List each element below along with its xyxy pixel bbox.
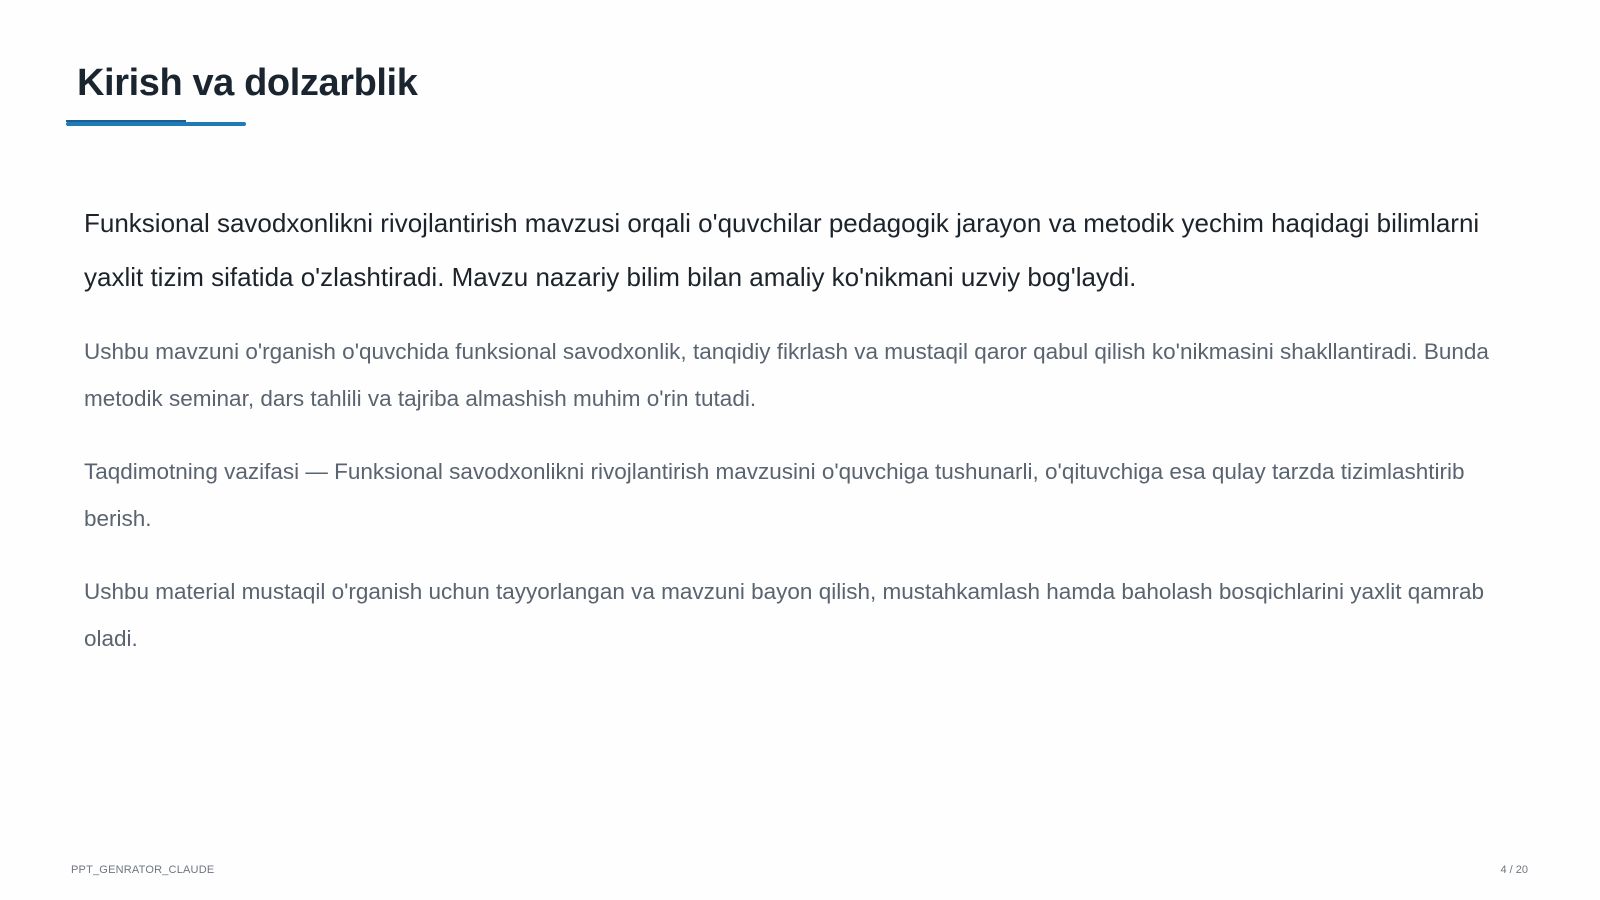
body-paragraph-2: Taqdimotning vazifasi — Funksional savodxonlikni rivojlantirish mavzusini o'quvchiga tushunarli, o'qituvchiga esa qulay tarzda tizimlashtirib berish. (84, 459, 1465, 531)
body-paragraph-3: Ushbu material mustaqil o'rganish uchun tayyorlangan va mavzuni bayon qilish, mustahkamlash hamda baholash bosqichlarini yaxlit qamrab oladi. (84, 579, 1485, 651)
title-underline-accent (66, 120, 186, 122)
slide-title: Kirish va dolzarblik (77, 62, 418, 104)
page-indicator: 4 / 20 (1500, 864, 1528, 876)
title-underline (66, 122, 246, 126)
body-paragraph-1: Ushbu mavzuni o'rganish o'quvchida funksional savodxonlik, tanqidiy fikrlash va mustaqil qaror qabul qilish ko'nikmasini shakllantiradi. Bunda metodik seminar, dars tahlili va tajriba almashish muhim o'rin tutadi. (84, 339, 1489, 411)
footer-source-label: PPT_GENRATOR_CLAUDE (71, 864, 215, 876)
slide-content (84, 196, 1534, 688)
lead-paragraph: Funksional savodxonlikni rivojlantirish mavzusi orqali o'quvchilar pedagogik jarayon va metodik yechim haqidagi bilimlarni yaxlit tizim sifatida o'zlashtiradi. Mavzu nazariy bilim bilan amaliy ko'nikmani uzviy bog'laydi. (84, 208, 1480, 292)
